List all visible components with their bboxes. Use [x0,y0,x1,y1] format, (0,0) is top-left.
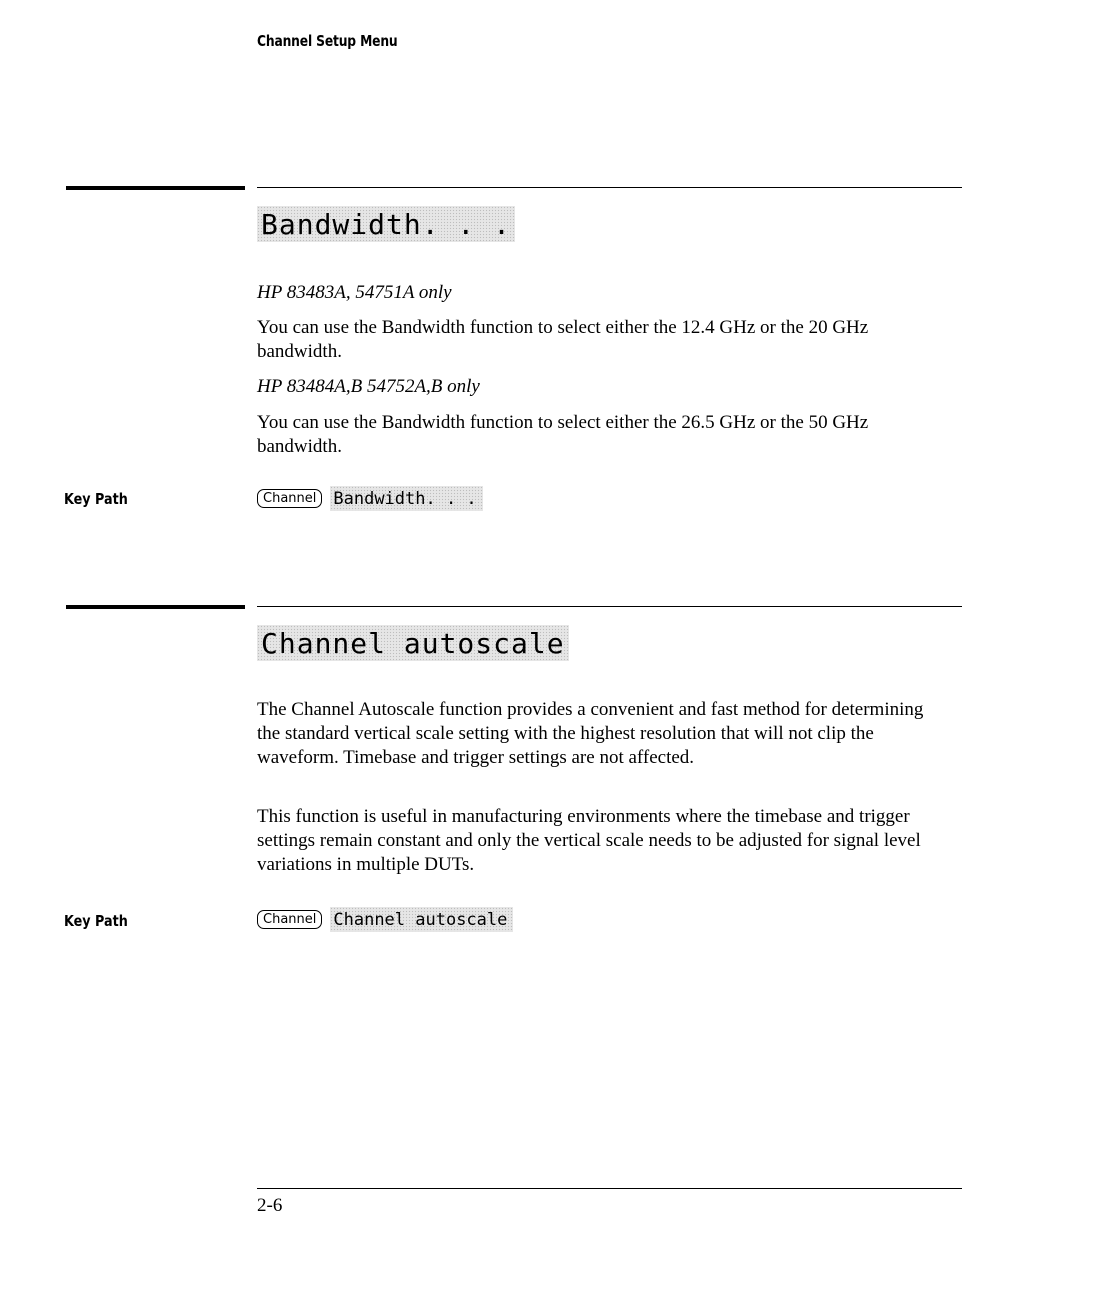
section-heading-channel-autoscale: Channel autoscale [257,625,569,661]
section-heading-bandwidth: Bandwidth. . . [257,206,515,242]
paragraph: You can use the Bandwidth function to select either the 12.4 GHz or the 20 GHz bandwidth. [257,317,869,362]
page-number: 2-6 [257,1195,283,1216]
model-note: HP 83483A, 54751A only [257,282,452,303]
key-path-label: Key Path [64,490,128,508]
key-path [257,907,513,932]
paragraph: This function is useful in manufacturing environments where the timebase and trigger settings remain constant and only the vertical scale needs to be adjusted for signal level variations in multiple DUTs. [257,806,921,875]
channel-hardkey[interactable]: Channel [257,910,322,929]
section-divider-thin [257,606,962,607]
model-note: HP 83484A,B 54752A,B only [257,376,480,397]
section-divider-thin [257,187,962,188]
running-header: Channel Setup Menu [257,32,398,50]
paragraph: You can use the Bandwidth function to select either the 26.5 GHz or the 50 GHz bandwidth. [257,412,869,457]
bandwidth-softkey[interactable]: Bandwidth. . . [330,486,482,511]
footer-divider [257,1188,962,1189]
channel-autoscale-softkey[interactable]: Channel autoscale [330,907,513,932]
channel-hardkey[interactable]: Channel [257,489,322,508]
paragraph: The Channel Autoscale function provides a convenient and fast method for determining the standard vertical scale setting with the highest resolution that will not clip the waveform. Timebase and trigger settings are not affected. [257,699,924,768]
key-path [257,486,483,511]
section-divider-thick [66,605,245,609]
section-divider-thick [66,186,245,190]
key-path-label: Key Path [64,912,128,930]
